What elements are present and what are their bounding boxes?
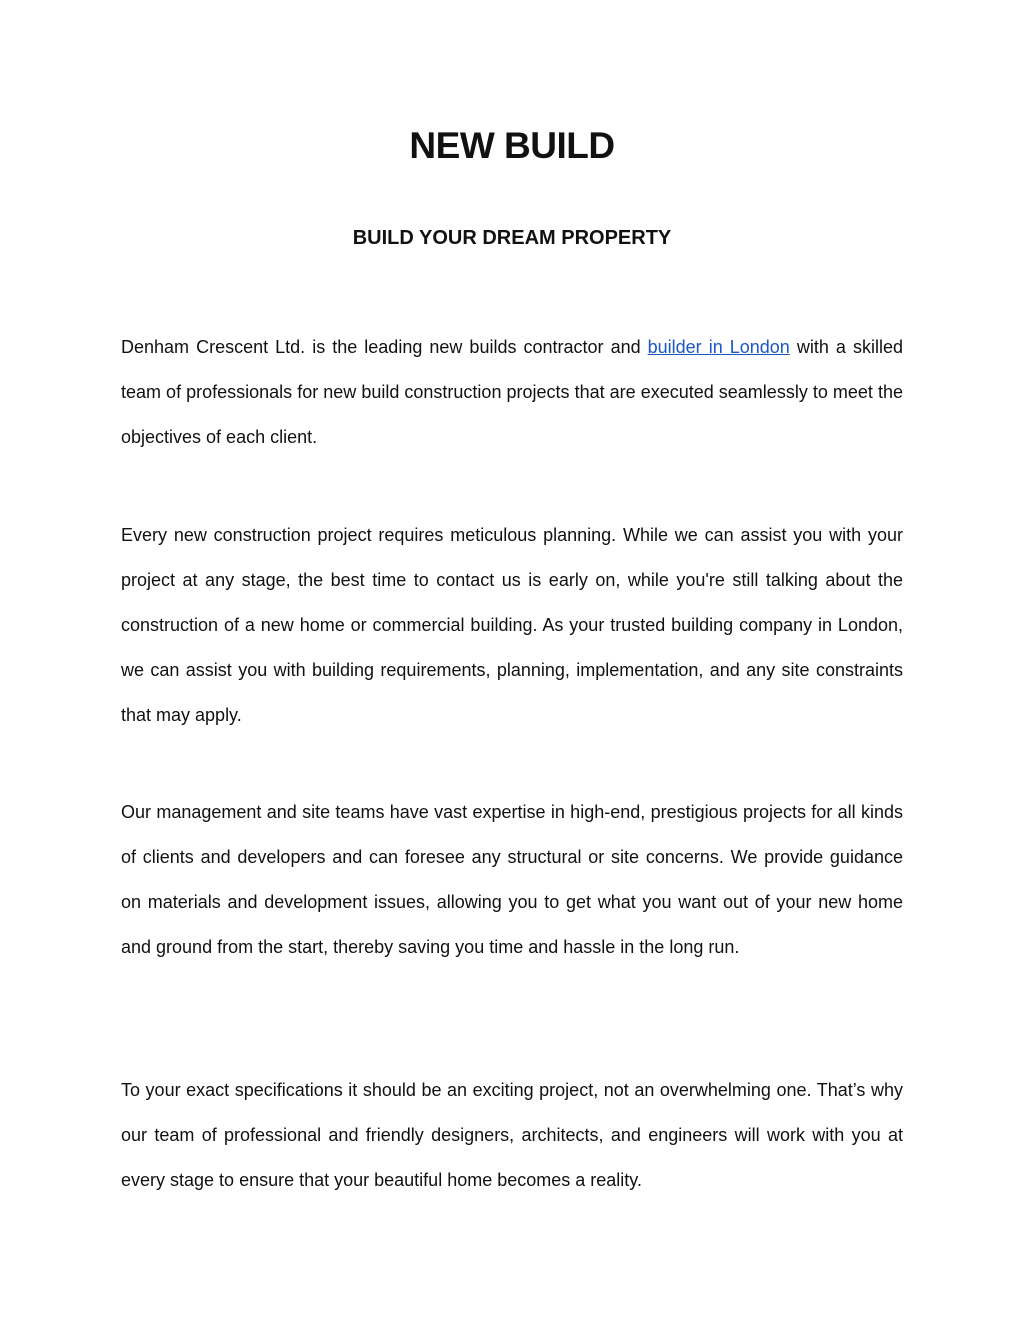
paragraph-planning: Every new construction project requires meticulous planning. While we can assist you with your project at any stage, the best time to contact us is early on, while you're still talking about the construction of a new home or commercial building. As your trusted building company in London, we can assist you with building requirements, planning, implementation, and any site constraints that may apply. — [121, 525, 903, 725]
paragraph-expertise: Our management and site teams have vast expertise in high-end, prestigious projects for all kinds of clients and developers and can foresee any structural or site concerns. We provide guidance on materials and development issues, allowing you to get what you want out of your new home and ground from the start, thereby saving you time and hassle in the long run. — [121, 802, 903, 957]
page-subtitle: BUILD YOUR DREAM PROPERTY — [352, 227, 672, 249]
paragraph-intro-text-before: Denham Crescent Ltd. is the leading new builds contractor and — [121, 337, 648, 357]
paragraph-specifications: To your exact specifications it should be an exciting project, not an overwhelming one. That’s why our team of professional and friendly designers, architects, and engineers will work with you at every stage to ensure that your beautiful home becomes a reality. — [121, 1080, 903, 1190]
builder-in-london-link[interactable]: builder in London — [647, 337, 790, 357]
page-title: NEW BUILD — [409, 125, 615, 166]
paragraph-intro — [121, 325, 903, 460]
paragraph-intro-text-after: with a skilled team of professionals for new build construction projects that are executed seamlessly to meet the objectives of each client. — [121, 337, 903, 447]
